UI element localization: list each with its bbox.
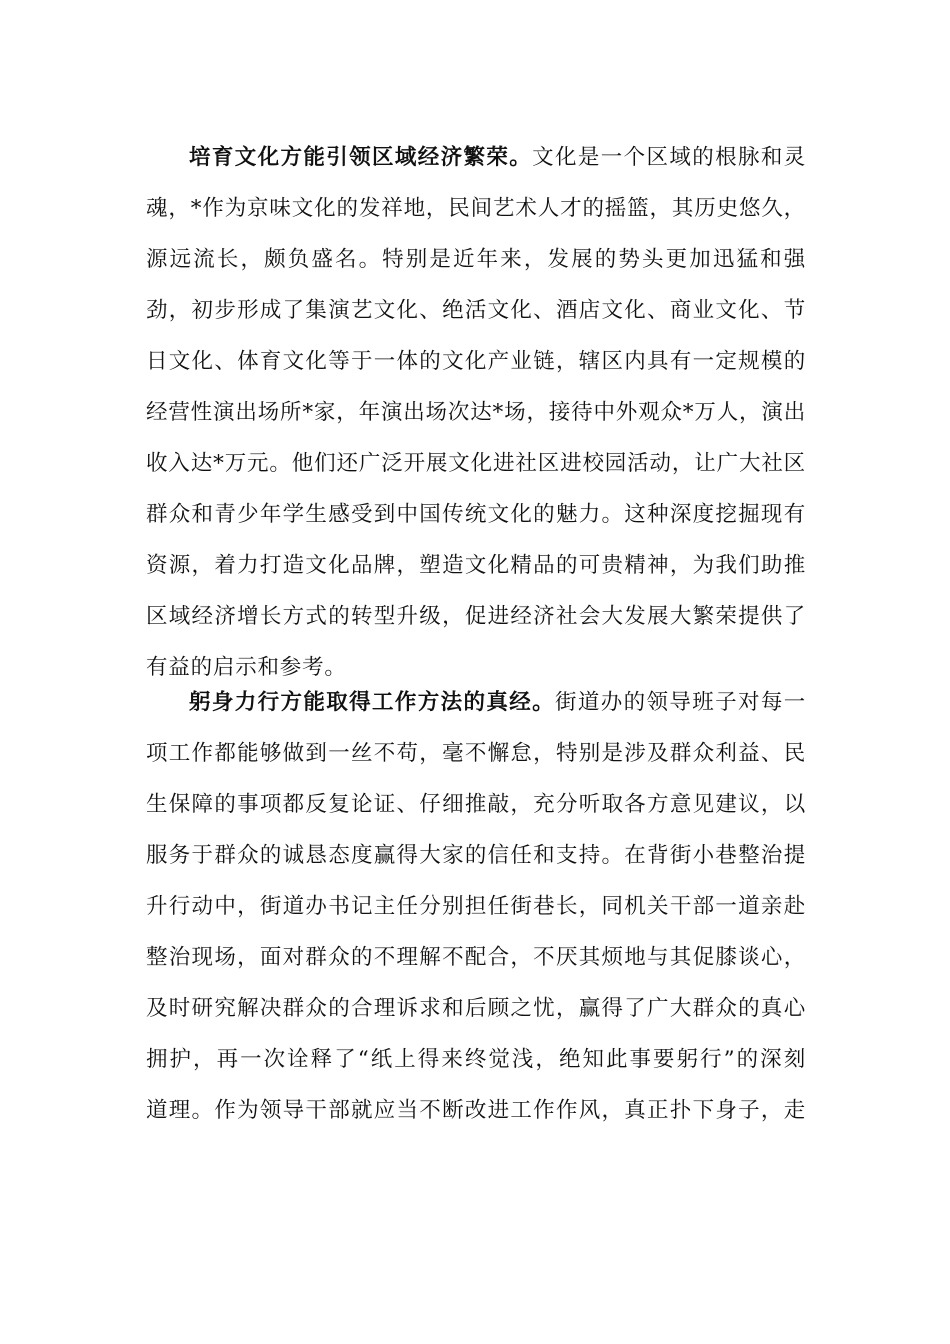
paragraph-line: 服务于群众的诚恳态度赢得大家的信任和支持。在背街小巷整治提 <box>146 843 806 868</box>
paragraph-practice <box>146 677 806 1136</box>
paragraph-text: 街道办的领导班子对每一 <box>554 690 806 715</box>
paragraph-line: 区域经济增长方式的转型升级，促进经济社会大发展大繁荣提供了 <box>146 604 806 629</box>
paragraph-line: 源远流长，颇负盛名。特别是近年来，发展的势头更加迅猛和强 <box>146 247 806 272</box>
paragraph-line: 拥护，再一次诠释了“纸上得来终觉浅，绝知此事要躬行”的深刻 <box>146 1047 806 1072</box>
paragraph-line: 群众和青少年学生感受到中国传统文化的魅力。这种深度挖掘现有 <box>146 502 806 527</box>
paragraph-heading: 培育文化方能引领区域经济繁荣。 <box>189 145 533 170</box>
paragraph-line: 资源，着力打造文化品牌，塑造文化精品的可贵精神，为我们助推 <box>146 553 806 578</box>
paragraph-first-line <box>146 132 806 183</box>
paragraph-line: 劲，初步形成了集演艺文化、绝活文化、酒店文化、商业文化、节 <box>146 298 806 323</box>
paragraph-line: 经营性演出场所*家，年演出场次达*场，接待中外观众*万人，演出 <box>146 400 806 425</box>
paragraph-line: 升行动中，街道办书记主任分别担任街巷长，同机关干部一道亲赴 <box>146 894 806 919</box>
paragraph-first-line <box>146 677 806 728</box>
paragraph-line: 日文化、体育文化等于一体的文化产业链，辖区内具有一定规模的 <box>146 349 806 374</box>
paragraph-last-line: 有益的启示和参考。 <box>146 655 347 680</box>
paragraph-line: 收入达*万元。他们还广泛开展文化进社区进校园活动，让广大社区 <box>146 451 806 476</box>
paragraph-line: 魂，*作为京味文化的发祥地，民间艺术人才的摇篮，其历史悠久， <box>146 196 806 221</box>
paragraph-line: 及时研究解决群众的合理诉求和后顾之忧，赢得了广大群众的真心 <box>146 996 806 1021</box>
paragraph-line: 项工作都能够做到一丝不苟，毫不懈怠，特别是涉及群众利益、民 <box>146 741 806 766</box>
paragraph-line: 生保障的事项都反复论证、仔细推敲，充分听取各方意见建议，以 <box>146 792 806 817</box>
paragraph-line: 道理。作为领导干部就应当不断改进工作作风，真正扑下身子，走 <box>146 1098 806 1123</box>
paragraph-line: 整治现场，面对群众的不理解不配合，不厌其烦地与其促膝谈心， <box>146 945 806 970</box>
paragraph-heading: 躬身力行方能取得工作方法的真经。 <box>189 690 555 715</box>
paragraph-text: 文化是一个区域的根脉和灵 <box>532 145 806 170</box>
paragraph-culture <box>146 132 806 693</box>
